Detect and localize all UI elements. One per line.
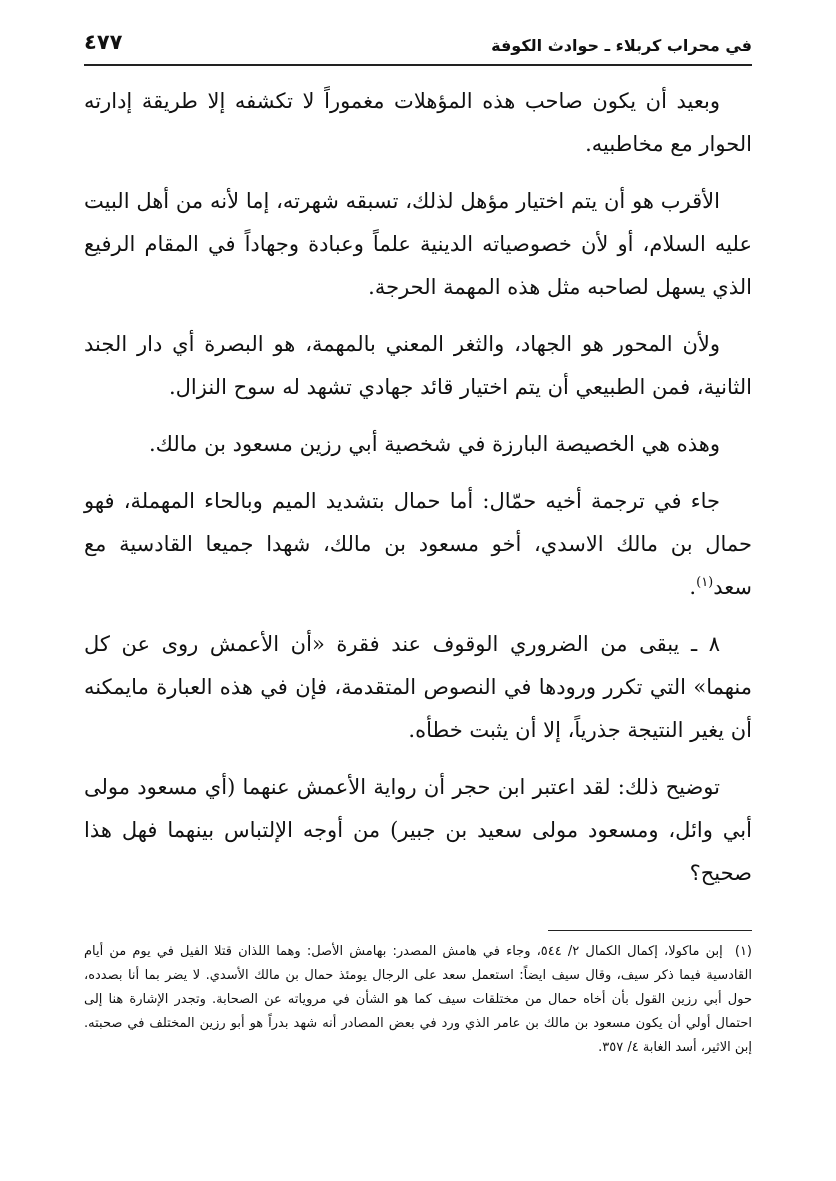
- footnote: [84, 940, 752, 1060]
- main-text: [84, 80, 752, 909]
- paragraph-5-text: جاء في ترجمة أخيه حمّال: أما حمال بتشديد الميم وبالحاء المهملة، فهو حمال بن مالك الاسدي، أخو مسعود بن مالك، شهدا جميعا القادسية مع سعد: [84, 489, 752, 599]
- footnote-reference[interactable]: (١): [696, 575, 714, 590]
- paragraph-7: توضيح ذلك: لقد اعتبر ابن حجر أن رواية الأعمش عنهما (أي مسعود مولى أبي وائل، ومسعود مولى سعيد بن جبير) من أوجه الإلتباس بينهما فهل هذا صحيح؟: [84, 775, 752, 885]
- footnote-divider: [548, 930, 752, 931]
- paragraph-6: ٨ ـ يبقى من الضروري الوقوف عند فقرة «أن الأعمش روى عن كل منهما» التي تكرر ورودها في النصوص المتقدمة، فإن في هذه العبارة مايمكنه أن يغير النتيجة جذرياً، إلا أن يثبت خطأه.: [84, 632, 752, 742]
- paragraph-4: وهذه هي الخصيصة البارزة في شخصية أبي رزين مسعود بن مالك.: [149, 432, 720, 456]
- paragraph-3: ولأن المحور هو الجهاد، والثغر المعني بالمهمة، هو البصرة أي دار الجند الثانية، فمن الطبيعي أن يتم اختيار قائد جهادي تشهد له سوح النزال.: [84, 332, 752, 399]
- paragraph-1: وبعيد أن يكون صاحب هذه المؤهلات مغموراً لا تكشفه إلا طريقة إدارته الحوار مع مخاطبيه.: [84, 89, 752, 156]
- footnote-text: إبن ماكولا، إكمال الكمال ٢/ ٥٤٤، وجاء في هامش المصدر: بهامش الأصل: وهما اللذان قتلا الفيل في يوم من أيام القادسية فيما ذكر سيف، وقال سيف ايضاً: استعمل سعد على الرجال يومئذ حمال بن مالك الأسدي. لا يضر بما أنا بصدده، حول أبي رزين القول بأن أخاه حمال من مختلقات سيف كما هو الشأن في مروياته عن الصحابة. وتجدر الإشارة هنا إلى احتمال أولي أن يكون مسعود بن مالك بن عامر الذي ورد في بعض المصادر أنه شهد بدراً هو أبو رزين المختلف في صحبته. إبن الاثير، أسد الغابة ٤/ ٣٥٧.: [84, 944, 752, 1055]
- running-title: في محراب كربلاء ـ حوادث الكوفة: [491, 36, 752, 55]
- paragraph-2: الأقرب هو أن يتم اختيار مؤهل لذلك، تسبقه شهرته، إما لأنه من أهل البيت عليه السلام، أو لأن خصوصياته الدينية علماً وعبادة وجهاداً في المقام الرفيع الذي يسهل لصاحبه مثل هذه المهمة الحرجة.: [84, 189, 752, 299]
- page-number: ٤٧٧: [84, 30, 123, 54]
- paragraph-5-tail: .: [689, 575, 697, 599]
- page-header: [84, 30, 752, 66]
- footnote-number: (١): [734, 944, 752, 959]
- paragraph-5: [84, 480, 752, 609]
